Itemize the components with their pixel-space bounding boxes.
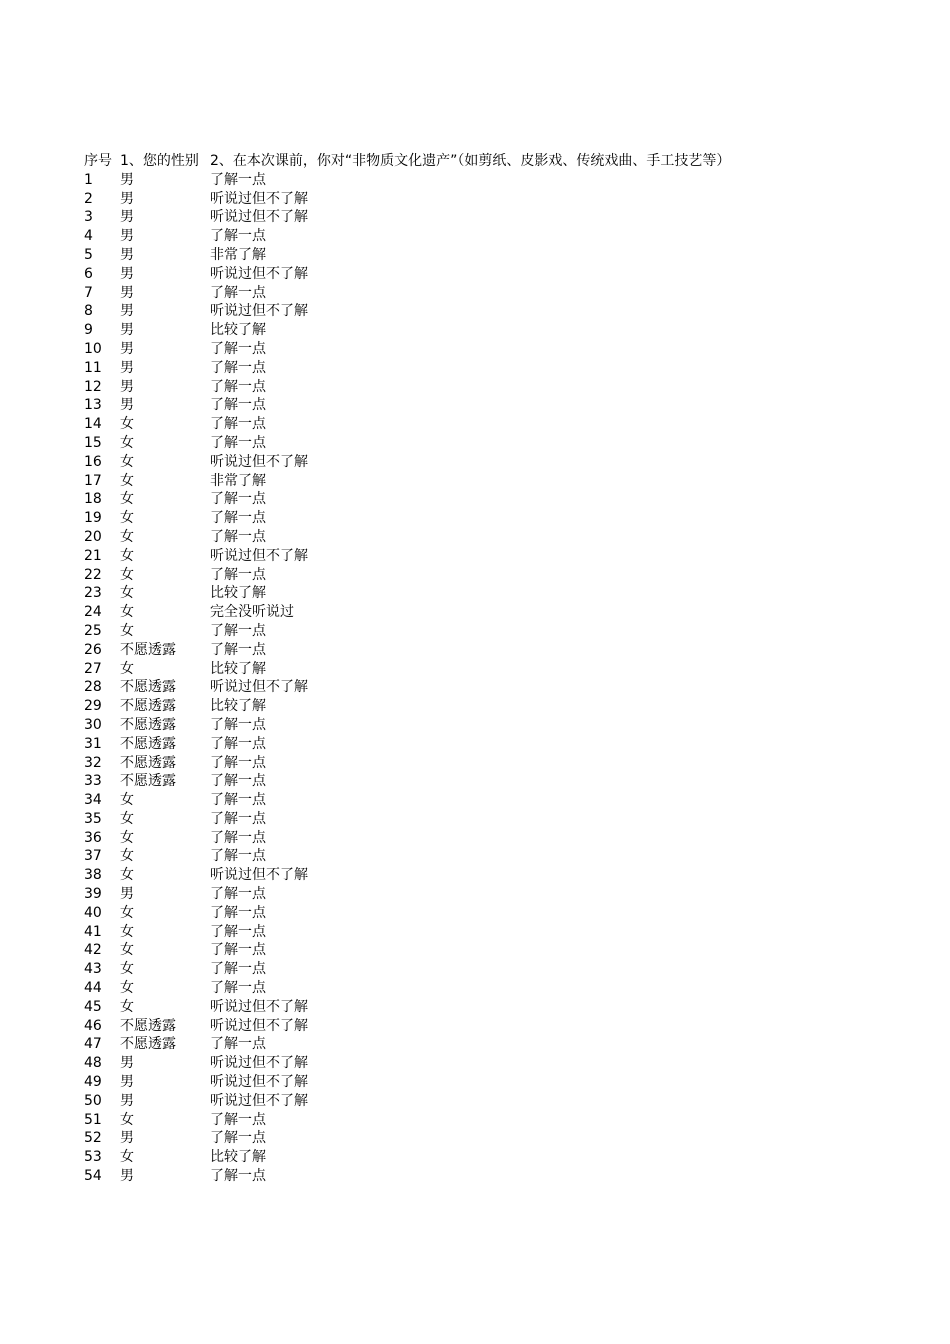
gender-cell: 女 [120, 998, 134, 1015]
answer-cell: 比较了解 [210, 585, 266, 602]
row-number: 35 [84, 810, 102, 827]
row-number: 1 [84, 171, 93, 188]
answer-cell: 听说过但不了解 [210, 679, 308, 696]
answer-cell: 了解一点 [210, 810, 266, 827]
row-number: 36 [84, 829, 102, 846]
row-number: 27 [84, 660, 102, 677]
gender-cell: 男 [120, 1055, 134, 1072]
answer-cell: 听说过但不了解 [210, 1017, 308, 1034]
gender-cell: 女 [120, 867, 134, 884]
row-number: 15 [84, 434, 102, 451]
row-number: 28 [84, 679, 102, 696]
table-row [84, 960, 934, 979]
table-row [84, 528, 934, 547]
answer-cell: 了解一点 [210, 171, 266, 188]
row-number: 16 [84, 453, 102, 470]
answer-cell: 了解一点 [210, 848, 266, 865]
answer-cell: 比较了解 [210, 660, 266, 677]
row-number: 23 [84, 585, 102, 602]
answer-cell: 听说过但不了解 [210, 453, 308, 470]
answer-cell: 非常了解 [210, 472, 266, 489]
table-row [84, 453, 934, 472]
table-row [84, 697, 934, 716]
table-row [84, 265, 934, 284]
table-row [84, 396, 934, 415]
table-row [84, 941, 934, 960]
row-number: 25 [84, 622, 102, 639]
answer-cell: 听说过但不了解 [210, 190, 308, 207]
survey-sheet [84, 152, 934, 1186]
row-number: 37 [84, 848, 102, 865]
header-q2-knowledge: 2、在本次课前，你对“非物质文化遗产”（如剪纸、皮影戏、传统戏曲、手工技艺等） [210, 153, 731, 169]
answer-cell: 比较了解 [210, 698, 266, 715]
table-row [84, 622, 934, 641]
row-number: 38 [84, 867, 102, 884]
row-number: 26 [84, 641, 102, 658]
row-number: 50 [84, 1092, 102, 1109]
answer-cell: 了解一点 [210, 1168, 266, 1185]
gender-cell: 男 [120, 171, 134, 188]
table-row [84, 566, 934, 585]
gender-cell: 女 [120, 566, 134, 583]
table-row [84, 284, 934, 303]
gender-cell: 女 [120, 453, 134, 470]
gender-cell: 不愿透露 [120, 679, 176, 696]
gender-cell: 男 [120, 340, 134, 357]
answer-cell: 了解一点 [210, 829, 266, 846]
row-number: 49 [84, 1074, 102, 1091]
row-number: 24 [84, 604, 102, 621]
header-q1-gender: 1、您的性别 [120, 153, 199, 169]
row-number: 12 [84, 378, 102, 395]
gender-cell: 女 [120, 1149, 134, 1166]
answer-cell: 了解一点 [210, 378, 266, 395]
answer-cell: 了解一点 [210, 284, 266, 301]
answer-cell: 了解一点 [210, 961, 266, 978]
table-row [84, 979, 934, 998]
gender-cell: 女 [120, 585, 134, 602]
row-number: 6 [84, 265, 93, 282]
answer-cell: 了解一点 [210, 1130, 266, 1147]
row-number: 4 [84, 228, 93, 245]
gender-cell: 女 [120, 472, 134, 489]
table-row [84, 584, 934, 603]
row-number: 31 [84, 735, 102, 752]
row-number: 9 [84, 322, 93, 339]
gender-cell: 男 [120, 1130, 134, 1147]
table-row [84, 847, 934, 866]
answer-cell: 听说过但不了解 [210, 998, 308, 1015]
table-row [84, 434, 934, 453]
table-row [84, 415, 934, 434]
gender-cell: 男 [120, 1074, 134, 1091]
row-number: 51 [84, 1111, 102, 1128]
gender-cell: 男 [120, 1092, 134, 1109]
row-number: 10 [84, 340, 102, 357]
row-number: 20 [84, 528, 102, 545]
answer-cell: 比较了解 [210, 1149, 266, 1166]
answer-cell: 了解一点 [210, 340, 266, 357]
answer-cell: 了解一点 [210, 1036, 266, 1053]
gender-cell: 男 [120, 886, 134, 903]
table-row [84, 998, 934, 1017]
table-row [84, 321, 934, 340]
table-row [84, 1073, 934, 1092]
answer-cell: 了解一点 [210, 622, 266, 639]
answer-cell: 了解一点 [210, 359, 266, 376]
gender-cell: 女 [120, 604, 134, 621]
table-row [84, 641, 934, 660]
gender-cell: 女 [120, 923, 134, 940]
row-number: 29 [84, 698, 102, 715]
row-number: 8 [84, 303, 93, 320]
gender-cell: 女 [120, 792, 134, 809]
answer-cell: 了解一点 [210, 904, 266, 921]
gender-cell: 男 [120, 359, 134, 376]
table-row [84, 866, 934, 885]
gender-cell: 女 [120, 904, 134, 921]
header-index: 序号 [84, 153, 112, 169]
table-row [84, 754, 934, 773]
table-body [84, 171, 934, 1186]
gender-cell: 女 [120, 942, 134, 959]
answer-cell: 了解一点 [210, 792, 266, 809]
row-number: 32 [84, 754, 102, 771]
gender-cell: 不愿透露 [120, 754, 176, 771]
table-row [84, 923, 934, 942]
table-row [84, 227, 934, 246]
row-number: 46 [84, 1017, 102, 1034]
gender-cell: 不愿透露 [120, 641, 176, 658]
row-number: 33 [84, 773, 102, 790]
row-number: 54 [84, 1168, 102, 1185]
answer-cell: 听说过但不了解 [210, 1092, 308, 1109]
row-number: 40 [84, 904, 102, 921]
row-number: 44 [84, 980, 102, 997]
gender-cell: 女 [120, 848, 134, 865]
table-row [84, 490, 934, 509]
row-number: 34 [84, 792, 102, 809]
answer-cell: 完全没听说过 [210, 604, 294, 621]
answer-cell: 听说过但不了解 [210, 303, 308, 320]
gender-cell: 不愿透露 [120, 773, 176, 790]
table-row [84, 378, 934, 397]
gender-cell: 男 [120, 246, 134, 263]
row-number: 19 [84, 510, 102, 527]
table-row [84, 547, 934, 566]
row-number: 45 [84, 998, 102, 1015]
gender-cell: 女 [120, 510, 134, 527]
table-row [84, 810, 934, 829]
row-number: 41 [84, 923, 102, 940]
gender-cell: 女 [120, 810, 134, 827]
table-row [84, 660, 934, 679]
answer-cell: 非常了解 [210, 246, 266, 263]
gender-cell: 不愿透露 [120, 1036, 176, 1053]
table-row [84, 904, 934, 923]
table-row [84, 1035, 934, 1054]
gender-cell: 男 [120, 378, 134, 395]
answer-cell: 了解一点 [210, 773, 266, 790]
gender-cell: 不愿透露 [120, 698, 176, 715]
answer-cell: 了解一点 [210, 434, 266, 451]
table-row [84, 1017, 934, 1036]
row-number: 18 [84, 491, 102, 508]
gender-cell: 女 [120, 829, 134, 846]
row-number: 14 [84, 416, 102, 433]
answer-cell: 了解一点 [210, 510, 266, 527]
answer-cell: 了解一点 [210, 754, 266, 771]
gender-cell: 女 [120, 980, 134, 997]
answer-cell: 了解一点 [210, 1111, 266, 1128]
answer-cell: 了解一点 [210, 416, 266, 433]
gender-cell: 不愿透露 [120, 716, 176, 733]
answer-cell: 了解一点 [210, 886, 266, 903]
answer-cell: 了解一点 [210, 566, 266, 583]
row-number: 21 [84, 547, 102, 564]
answer-cell: 了解一点 [210, 528, 266, 545]
gender-cell: 不愿透露 [120, 1017, 176, 1034]
table-row [84, 302, 934, 321]
gender-cell: 女 [120, 660, 134, 677]
table-row [84, 735, 934, 754]
table-row [84, 885, 934, 904]
table-row [84, 1092, 934, 1111]
row-number: 22 [84, 566, 102, 583]
row-number: 43 [84, 961, 102, 978]
table-row [84, 1111, 934, 1130]
answer-cell: 听说过但不了解 [210, 1055, 308, 1072]
answer-cell: 了解一点 [210, 942, 266, 959]
table-row [84, 340, 934, 359]
gender-cell: 女 [120, 1111, 134, 1128]
table-row [84, 829, 934, 848]
answer-cell: 了解一点 [210, 735, 266, 752]
table-row [84, 359, 934, 378]
answer-cell: 了解一点 [210, 923, 266, 940]
table-row [84, 208, 934, 227]
answer-cell: 了解一点 [210, 641, 266, 658]
row-number: 39 [84, 886, 102, 903]
gender-cell: 男 [120, 265, 134, 282]
row-number: 47 [84, 1036, 102, 1053]
gender-cell: 男 [120, 228, 134, 245]
table-row [84, 678, 934, 697]
row-number: 53 [84, 1149, 102, 1166]
row-number: 3 [84, 209, 93, 226]
table-row [84, 1167, 934, 1186]
answer-cell: 听说过但不了解 [210, 265, 308, 282]
row-number: 2 [84, 190, 93, 207]
row-number: 48 [84, 1055, 102, 1072]
table-row [84, 190, 934, 209]
table-row [84, 1054, 934, 1073]
table-row [84, 246, 934, 265]
gender-cell: 男 [120, 303, 134, 320]
answer-cell: 了解一点 [210, 228, 266, 245]
table-row [84, 472, 934, 491]
gender-cell: 女 [120, 416, 134, 433]
row-number: 5 [84, 246, 93, 263]
gender-cell: 女 [120, 528, 134, 545]
header-row [84, 152, 934, 171]
table-row [84, 603, 934, 622]
gender-cell: 女 [120, 547, 134, 564]
answer-cell: 比较了解 [210, 322, 266, 339]
row-number: 30 [84, 716, 102, 733]
table-row [84, 1129, 934, 1148]
gender-cell: 男 [120, 209, 134, 226]
gender-cell: 男 [120, 190, 134, 207]
answer-cell: 了解一点 [210, 980, 266, 997]
gender-cell: 女 [120, 491, 134, 508]
row-number: 17 [84, 472, 102, 489]
gender-cell: 男 [120, 397, 134, 414]
table-row [84, 171, 934, 190]
gender-cell: 女 [120, 622, 134, 639]
row-number: 7 [84, 284, 93, 301]
gender-cell: 不愿透露 [120, 735, 176, 752]
answer-cell: 听说过但不了解 [210, 867, 308, 884]
gender-cell: 男 [120, 322, 134, 339]
answer-cell: 了解一点 [210, 491, 266, 508]
row-number: 42 [84, 942, 102, 959]
answer-cell: 了解一点 [210, 397, 266, 414]
table-row [84, 509, 934, 528]
gender-cell: 男 [120, 284, 134, 301]
row-number: 52 [84, 1130, 102, 1147]
gender-cell: 男 [120, 1168, 134, 1185]
table-row [84, 791, 934, 810]
answer-cell: 听说过但不了解 [210, 547, 308, 564]
row-number: 13 [84, 397, 102, 414]
gender-cell: 女 [120, 434, 134, 451]
answer-cell: 听说过但不了解 [210, 1074, 308, 1091]
table-row [84, 716, 934, 735]
row-number: 11 [84, 359, 102, 376]
answer-cell: 了解一点 [210, 716, 266, 733]
gender-cell: 女 [120, 961, 134, 978]
table-row [84, 1148, 934, 1167]
table-row [84, 772, 934, 791]
answer-cell: 听说过但不了解 [210, 209, 308, 226]
